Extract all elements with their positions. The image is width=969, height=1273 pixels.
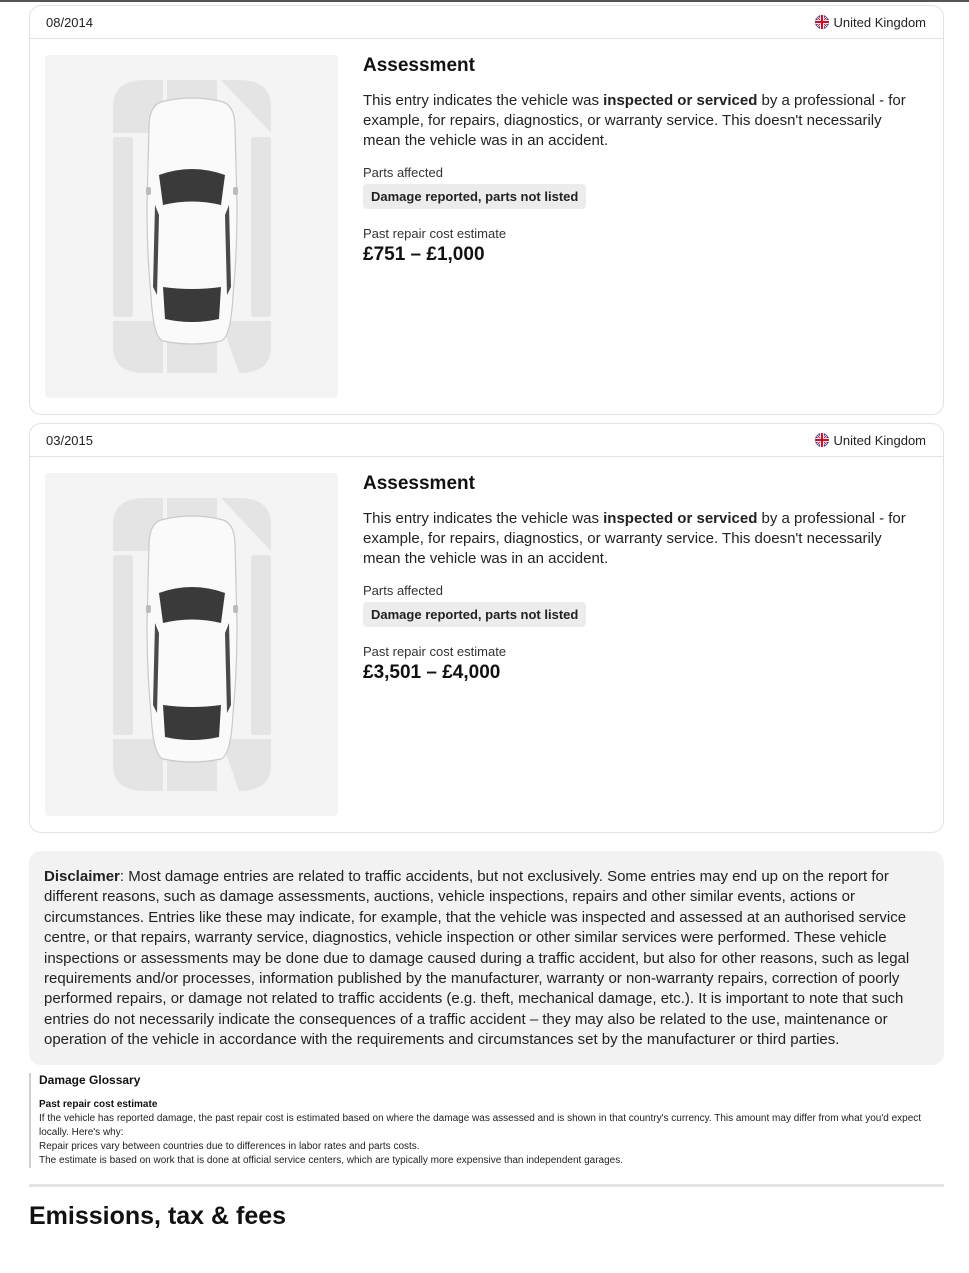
entry-description: This entry indicates the vehicle was inspected or serviced by a professional - for example, for repairs, diagnostics, or warranty service. This doesn't necessarily mean the vehicle was in an accident. — [363, 92, 906, 149]
entry-title: Assessment — [363, 473, 475, 494]
entry-country — [815, 433, 927, 448]
damage-diagram — [45, 473, 338, 816]
glossary-line: The estimate is based on work that is done at official service centers, which are typically more expensive than independent garages. — [39, 1155, 624, 1166]
car-topview-icon — [45, 55, 338, 398]
section-title: Emissions, tax & fees — [29, 1202, 287, 1230]
damage-diagram — [45, 55, 338, 398]
parts-affected-label: Parts affected — [363, 165, 443, 180]
country-name: United Kingdom — [833, 432, 926, 448]
damage-glossary — [29, 1073, 944, 1168]
disclaimer-label: Disclaimer — [44, 868, 120, 885]
entry-header — [30, 6, 943, 39]
uk-flag-icon — [815, 15, 829, 29]
repair-cost-label: Past repair cost estimate — [363, 226, 507, 241]
glossary-line: Repair prices vary between countries due to differences in labor rates and parts costs. — [39, 1141, 420, 1152]
entry-header — [30, 424, 943, 457]
entry-date: 08/2014 — [46, 14, 93, 30]
glossary-title: Damage Glossary — [39, 1073, 141, 1087]
parts-affected-label: Parts affected — [363, 583, 443, 598]
entry-title: Assessment — [363, 55, 475, 76]
section-divider — [29, 1184, 944, 1187]
entry-description: This entry indicates the vehicle was inspected or serviced by a professional - for example, for repairs, diagnostics, or warranty service. This doesn't necessarily mean the vehicle was in an accident. — [363, 510, 906, 567]
parts-affected-chip: Damage reported, parts not listed — [363, 602, 586, 627]
damage-entry-card — [29, 423, 944, 833]
car-topview-icon — [45, 473, 338, 816]
glossary-line: If the vehicle has reported damage, the past repair cost is estimated based on where the damage was assessed and is shown in that country's currency. This amount may differ from what you'd expect locally. Here's why: — [39, 1113, 922, 1138]
top-border — [0, 0, 969, 2]
disclaimer-box — [29, 851, 944, 1065]
uk-flag-icon — [815, 433, 829, 447]
repair-cost-value: £751 – £1,000 — [363, 244, 485, 265]
parts-affected-chip: Damage reported, parts not listed — [363, 184, 586, 209]
entry-country — [815, 15, 927, 30]
disclaimer-text: : Most damage entries are related to traffic accidents, but not exclusively. Some entries may end up on the report for different reasons, such as damage assessments, auctions, vehicle inspections, repairs and other similar events, actions or circumstances. Entries like these may indicate, for example, that the vehicle was inspected and assessed at an authorised service centre, or that repairs, warranty service, diagnostics, vehicle inspection or other similar services were performed. These vehicle inspections or assessments may be done due to damage caused during a traffic accident, but also for other reasons, such as legal requirements and/or processes, information published by the manufacturer, warranty or non-warranty repairs, correction of poorly performed repairs, or damage not related to traffic accidents (e.g. theft, mechanical damage, etc.). It is important to note that such entries do not necessarily indicate the consequences of a traffic accident – they may also be related to the use, maintenance or operation of the vehicle in accordance with the requirements and circumstances set by the manufacturer or third parties. — [44, 868, 910, 1049]
repair-cost-value: £3,501 – £4,000 — [363, 662, 501, 683]
entry-date: 03/2015 — [46, 432, 93, 448]
glossary-subtitle: Past repair cost estimate — [39, 1099, 158, 1110]
damage-entry-card — [29, 5, 944, 415]
country-name: United Kingdom — [833, 14, 926, 30]
repair-cost-label: Past repair cost estimate — [363, 644, 507, 659]
